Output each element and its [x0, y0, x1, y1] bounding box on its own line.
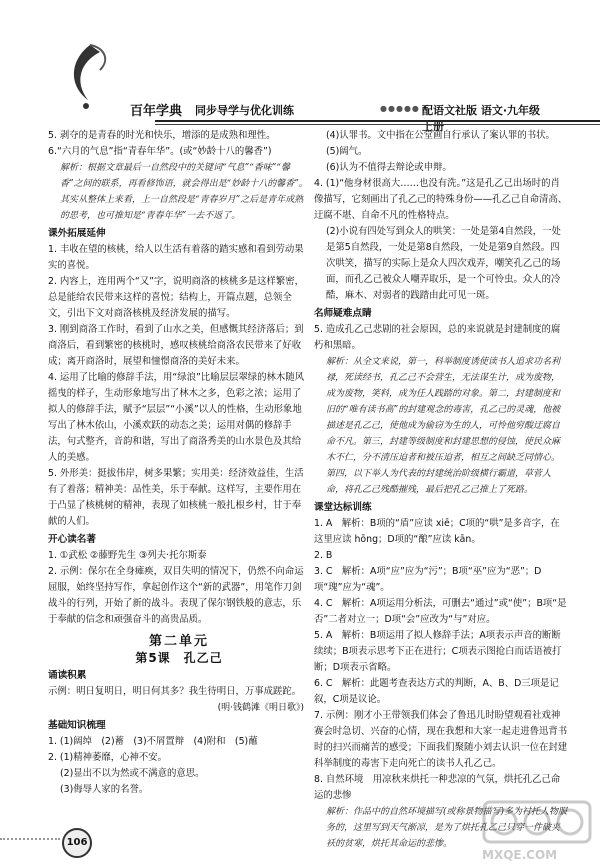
answer-item: (3)侮辱人家的名誉。 — [60, 784, 149, 795]
answer-item: 2. (1)精神萎靡，心神不安。 — [48, 752, 167, 763]
answer-item: (2)小说有四处写到众人的哄笑：一处是第4自然段，一处是第5自然段，一处是第8自然段，一处是第9自然段。四次哄笑，描写的实际上是众人四次戏弄，嘲笑孔乙己的场面，而孔乙己被众人嘲弄取乐，是一个可怜虫。众人的冷酷，麻木、对弱者的践踏由此可见一斑。 — [326, 226, 561, 301]
answer-item: 4. (1)“他身材很高大……也没有洗。”这是孔乙己出场时的肖像描写，它刻画出了孔乙己的特殊身份——孔乙己自命清高、迂腐不堪、自命不凡的性格特点。 — [314, 178, 568, 221]
watermark-stamp-icon — [482, 800, 592, 848]
brand-title: 百年学典 — [130, 104, 183, 119]
answer-item: (5)阔气。 — [326, 146, 368, 157]
poem-example: 示例：明日复明日，明日何其多？我生待明日，万事成蹉跎。 — [48, 686, 302, 697]
answer-item: 4. 运用了比喻的修辞手法，用“绿浪”比喻层层翠绿的林木随风摇曳的样子，生动形象地写出了林木之多，色彩之浓；运用了拟人的修辞手法，赋予“层层”“小溪”以人的性格，生动形象地写出了林木依山，小溪欢跃的动态之美；运用对偶的修辞手法，句式整齐，音韵和谐，写出了商洛秀美的山水景色及其给人的美感。 — [48, 372, 305, 463]
answer-item: 2. 示例：保尔在全身瘫痪，双目失明的情况下，仍然不向命运屈服，始终坚持写作，拿起创作这个“新的武器”，用笔作刀剑战斗的行列，开始了新的战斗。表现了保尔钢铁般的意志，乐于奉献的信念和顽强奋斗的高贵品质。 — [48, 566, 304, 625]
answer-item: (4)认罪书。文中指在公堂画自行承认了案认罪的书状。 — [326, 130, 555, 141]
header-rule-thin — [155, 124, 600, 125]
answer-item: (2)显出不以为然或不满意的意思。 — [60, 768, 205, 779]
answer-item: 7. 示例：刚才小王带领我们体会了鲁迅儿时盼望观看社戏神赛会时急切、兴奋的心情，现在我想和大家一起走进鲁迅背书时的扫兴而痛苦的感受；下面我们聚随小刘去认识一位在封建科举制度的毒害下走向死亡的读书人孔乙己。 — [314, 710, 568, 769]
answer-item: 8. 自然环境 用凉秋来烘托一种悲凉的气氛，烘托孔乙己命运的悲惨 — [314, 774, 561, 801]
answer-item: 1. 丰收在望的核桃，给人以生活有着落的踏实感和看到劳动果实的喜悦。 — [48, 244, 304, 271]
left-column — [48, 128, 310, 798]
answer-item: 1. (1)阔绰 (2)蓄 (3)不屑置辩 (4)附和 (5)蘸 — [48, 736, 258, 747]
footer-dotted-line — [0, 838, 60, 840]
header-rule — [155, 120, 600, 122]
poem-source: (明·钱鹤滩《明日歌》) — [217, 703, 304, 713]
answer-item: 6.“六月的气息”指“青春年华”。(或“妙龄十八的馨香”) — [48, 146, 272, 157]
explanation: 解析：根据文章最后一自然段中的关键词“气息”“香味”“馨香”之间的联系，再看修饰语，就会得出是“妙龄十八的馨香”。其实从整体上来看，上一自然段是“青春岁月”之后是青年成熟的思考，也可推知是“青春年华”一去不返了。 — [60, 163, 308, 221]
answer-item: (6)认为不值得去辩论或申辩。 — [326, 162, 452, 173]
explanation: 解析：从全文来说，第一，科举制度诱使读书人追求功名利禄，死读经书，孔乙己不会营生，无法谋生计，成为废物，成为废物，笑料，成为任人践踏的对象。第二，封建制度和旧的“唯有读书高”的封建观念的毒害，孔乙己的灵魂，他被描述是孔乙己，使他成为偷窃为生的人，可怜他穷酸迂腐自命不凡。第三，封建等级制度和封建思想的侵蚀，使民众麻木不仁，分不清压迫者和被压迫者，相互之间缺乏同情心。第四，以下举人为代表的封建统治阶级横行霸道，草菅人命，将孔乙己残酷摧残，最后把孔乙己推上了死路。 — [326, 357, 561, 495]
answer-item: 4. C 解析：A项运用分析法，可删去“通过”或“使”；B项“是否”二者对立一；D项“会”应改为“与”对应。 — [314, 598, 567, 625]
answer-item: 1. ①武松 ②藤野先生 ③列夫·托尔斯泰 — [48, 550, 207, 561]
brand-subtitle: 同步导学与优化训练 — [195, 104, 294, 117]
section-heading: 课外拓展延伸 — [48, 228, 106, 239]
answer-item: 2. B — [314, 550, 333, 561]
unit-title: 第二单元 — [148, 634, 209, 649]
answer-item: 2. 内容上，连用两个“又”字，说明商洛的核桃多是这样繁密，总是能给农民带来这样的喜悦；结构上，开篇点题，总领全文，引出下文对商洛核桃及经济发展的描写。 — [48, 276, 305, 319]
answer-item: 5. 外形美：挺拔伟岸，树多果繁；实用美：经济效益佳，生活有了着落；精神美：品性美，乐于奉献。这样写，主要作用在于凸显了核桃树的精神，表现了如核桃一般扎根乡村，甘于奉献的人们。 — [48, 468, 304, 527]
section-heading: 开心读名著 — [48, 534, 96, 545]
decorative-dots: ●●●●● — [380, 104, 420, 113]
answer-item: 5. 造成孔乙己悲剧的社会原因，总的来说就是封建制度的腐朽和黑暗。 — [314, 324, 561, 351]
quill-logo-icon — [60, 40, 120, 110]
answer-item: 5. A 解析：B项运用了拟人修辞手法；A项表示声音的断断续续；B项表示思考下正在进行；C项表示图抢白而话语被打断；D项表示省略。 — [314, 630, 562, 673]
watermark-text: MXQE.COM — [482, 848, 558, 862]
right-column — [314, 128, 568, 852]
section-heading: 名师疑难点睛 — [314, 308, 372, 319]
answer-item: 6. C 解析：此题考查表达方式的判断，A、B、D三项是记叙，C项是议论。 — [314, 678, 559, 705]
watermark-logo — [482, 800, 592, 862]
section-heading: 基础知识梳理 — [48, 720, 106, 731]
page-header — [60, 40, 550, 133]
answer-item: 5. 剥夺的是青春的时光和快乐，增添的是成熟和理性。 — [48, 130, 276, 141]
explanation: 解析：作品中的自然环境描写(或称景物描写)多为衬托人物服务的，这里写到天气渐凉，是为了烘托孔乙己只穿一件破夹袄的贫寒，烘托其命运的悲惨。 — [326, 807, 568, 849]
answer-item: 1. A 解析：B项的“盾”应读 xiē；C项的“哄”是多音字，在这里应读 hōng；D项的“酿”应读 kān。 — [314, 518, 560, 545]
book-edition-title: 配语文社版 语文·九年级上册 — [422, 104, 541, 133]
section-heading: 诵读积累 — [48, 670, 87, 681]
answer-item: 3. 刚到商洛工作时，看到了山水之美，但感慨其经济落后；到商洛后，看到繁密的核桃时，感叹核桃给商洛农民带来了好收成；离开商洛时，展望和憧憬商洛的美好未来。 — [48, 324, 304, 367]
answer-item: 3. C 解析：A项“应”应为“污”；B项“巫”应为“恶”；D项“瑰”应为“魂”。 — [314, 566, 542, 593]
page-number: 106 — [62, 828, 92, 858]
lesson-title: 第5课 孔乙己 — [135, 651, 223, 665]
section-heading: 课堂达标训练 — [314, 502, 372, 513]
